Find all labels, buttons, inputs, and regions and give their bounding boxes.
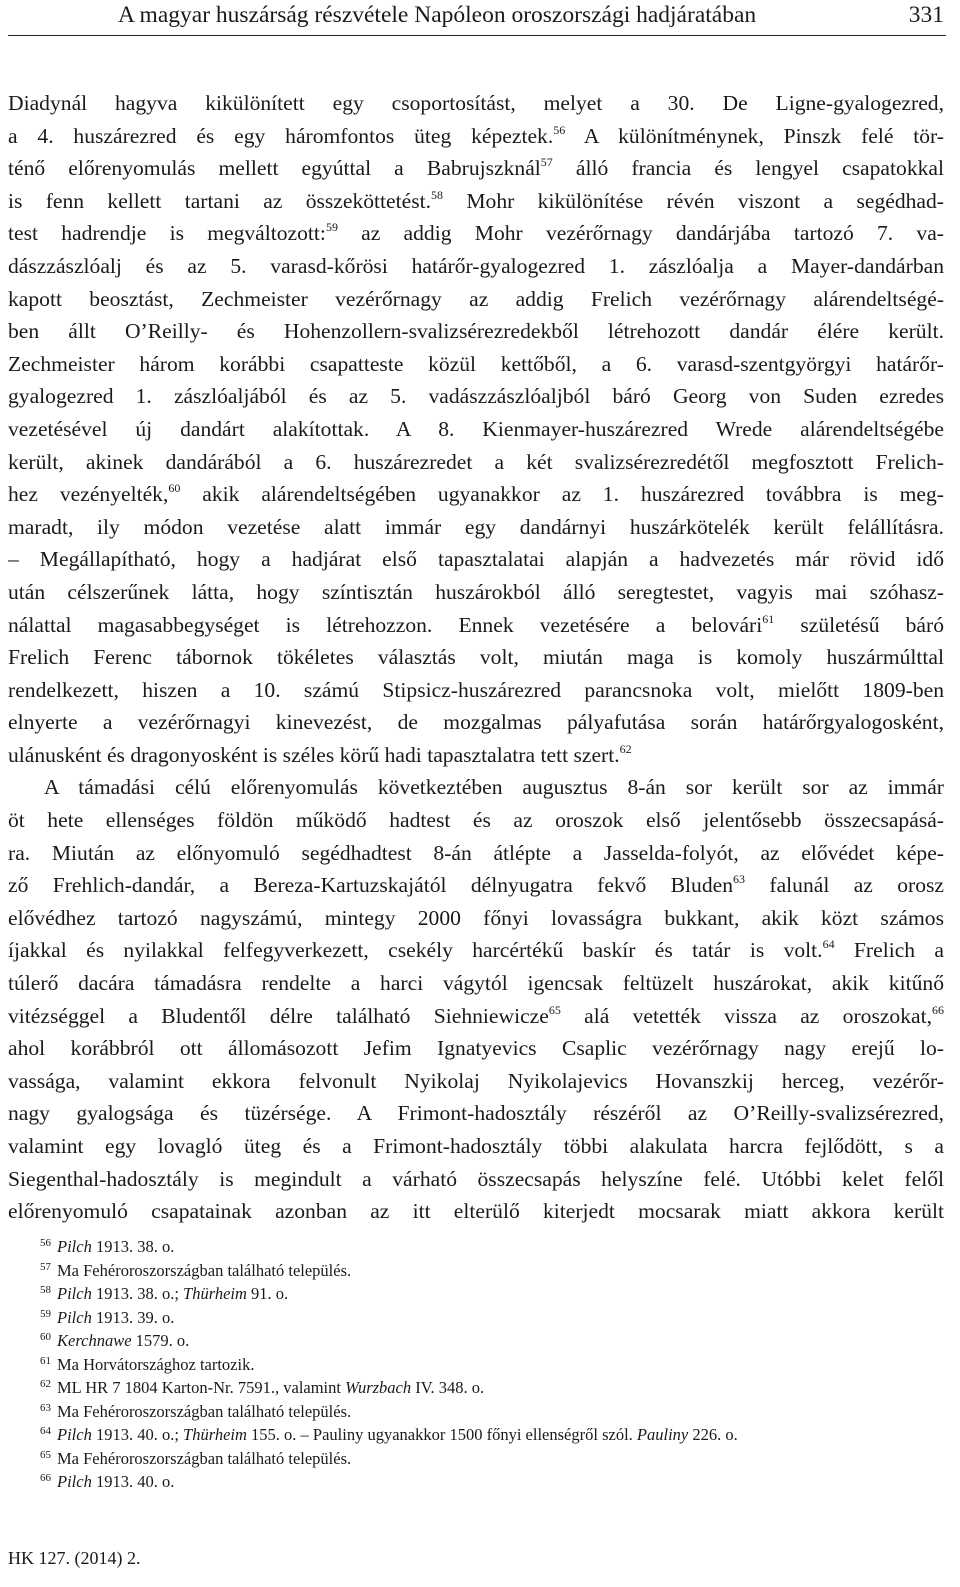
text-segment: után célszerűnek látta, hogy színtisztán huszárokból álló seregtestet, vagyis mai szóhasz- — [8, 579, 944, 604]
footnote-author: Pilch — [57, 1472, 92, 1491]
text-line — [8, 1195, 944, 1228]
footnote-text: IV. 348. o. — [411, 1378, 485, 1397]
text-line — [8, 576, 944, 609]
text-line — [8, 315, 944, 348]
text-line — [8, 609, 944, 642]
footnote-author: Kerchnawe — [57, 1331, 132, 1350]
text-line — [8, 674, 944, 707]
text-line — [8, 1097, 944, 1130]
text-segment: Mohr kikülönítése révén viszont a segédhad- — [443, 188, 944, 213]
text-line — [8, 1000, 944, 1033]
text-segment: gyalogezred 1. zászlóaljából és az 5. vadászzászlóaljból báró Georg von Suden ezredes — [8, 384, 944, 409]
footnote-author: Pilch — [57, 1284, 92, 1303]
footnote — [40, 1306, 940, 1330]
text-segment: túlerő dacára támadásra rendelte a harci vágytól igencsak feltüzelt huszárokat, akik kitűnő — [8, 971, 944, 996]
text-line — [8, 1032, 944, 1065]
footnote-author: Pilch — [57, 1425, 92, 1444]
footnote-author: Thürheim — [183, 1425, 247, 1444]
text-line — [8, 837, 944, 870]
text-line — [8, 446, 944, 479]
text-line — [8, 967, 944, 1000]
text-segment: íjakkal és nyilakkal felfegyverkezett, csekély harcértékű baskír és tatár is volt. — [8, 938, 823, 963]
text-segment: hez vezényelték, — [8, 482, 169, 507]
text-segment: Siegenthal-hadosztály is megindult a várható összecsapás helyszíne felé. Utóbbi kelet felől — [8, 1166, 944, 1191]
text-segment: A különítménynek, Pinszk felé tör- — [565, 123, 944, 148]
text-segment: születésű báró — [774, 612, 944, 637]
footnote-number: 64 — [40, 1425, 51, 1437]
text-line — [8, 511, 944, 544]
footnote — [40, 1470, 940, 1494]
footnote-text: Ma Fehéroroszországban található település. — [57, 1401, 352, 1421]
text-segment: is fenn kellett tartani az összeköttetést. — [8, 188, 432, 213]
text-segment: vezetésével új dandárt alakítottak. A 8. Kienmayer-huszárezred Wrede alárendeltségébe — [8, 416, 944, 441]
text-segment: vassága, valamint ekkora felvonult Nyikolaj Nyikolajevics Hovanszkij herceg, vezérőr- — [8, 1068, 944, 1093]
text-line — [8, 87, 944, 120]
text-segment: nálattal magasabbegységet is létrehozzon. Ennek vezetésére a belovári — [8, 612, 763, 637]
text-line — [8, 413, 944, 446]
text-line — [8, 934, 944, 967]
footnote-number: 66 — [40, 1472, 51, 1484]
text-segment: elővédhez tartozó nagyszámú, mintegy 2000 főnyi lovasságra bukkant, akik közt számos — [8, 905, 944, 930]
footnote-number: 59 — [40, 1307, 51, 1320]
text-segment: Frelich a — [834, 938, 944, 963]
footnote-ref[interactable]: 59 — [325, 220, 338, 235]
footnote-author: Wurzbach — [345, 1378, 412, 1397]
text-segment: Diadynál hagyva kikülönített egy csoportosítást, melyet a 30. De Ligne-gyalogezred, — [8, 91, 944, 115]
text-segment: Zechmeister három korábbi csapatteste közül kettőből, a 6. varasd-szentgyörgyi határőr- — [8, 351, 944, 376]
footnote-text: ML HR 7 1804 Karton-Nr. 7591., valamint — [57, 1378, 346, 1397]
text-segment: A támadási célú előrenyomulás következtében augusztus 8-án sor került sor az immár — [44, 775, 944, 800]
text-line — [8, 283, 944, 316]
text-segment: Frelich Ferenc tábornok tökéletes választás volt, miután maga is komoly huszármúlttal — [8, 645, 944, 670]
text-segment: nagy gyalogsága és tüzérsége. A Frimont-hadosztály részéről az O’Reilly-svalizsérezred, — [8, 1101, 944, 1126]
footnote-text: 91. o. — [246, 1284, 289, 1303]
footnote-author: Thürheim — [183, 1284, 247, 1303]
text-segment: vitézséggel a Bludentől délre található Siehniewicze — [8, 1003, 549, 1028]
footnote-text: Ma Fehéroroszországban található település. — [57, 1448, 352, 1468]
text-segment: ulánusként és dragonyosként is széles körű hadi tapasztalatra tett szert. — [8, 742, 620, 767]
footnote-text: 226. o. — [688, 1425, 738, 1444]
text-line — [8, 641, 944, 674]
footnote-text: 1913. 39. o. — [91, 1307, 175, 1327]
footnote-ref[interactable]: 56 — [553, 122, 566, 137]
footnote-ref[interactable]: 61 — [762, 611, 775, 626]
page-number: 331 — [908, 2, 944, 28]
text-segment: ben állt O’Reilly- és Hohenzollern-svalizsérezredekből létrehozott dandár élére került. — [8, 319, 944, 344]
text-line — [8, 250, 944, 283]
footnote-ref[interactable]: 57 — [540, 155, 553, 170]
text-line — [8, 217, 944, 250]
header-rule — [8, 35, 946, 36]
footnote-author: Pauliny — [636, 1425, 689, 1444]
footnote — [40, 1235, 940, 1259]
text-segment: öt hete ellenséges földön működő hadtest és az oroszok első jelentősebb összecsapásá- — [8, 808, 944, 833]
text-segment: az addig Mohr vezérőrnagy dandárjába tartozó 7. va- — [337, 221, 944, 246]
text-segment: falunál az orosz — [745, 873, 944, 898]
footnote — [40, 1423, 940, 1447]
text-segment: álló francia és lengyel csapatokkal — [552, 156, 944, 181]
footnote-text: 1913. 40. o. — [91, 1472, 175, 1491]
footnote — [40, 1282, 940, 1306]
body-text — [8, 87, 944, 1228]
text-line — [8, 771, 944, 804]
text-segment: ahol korábbról ott állomásozott Jefim Ignatyevics Csaplic vezérőrnagy nagy erejű lo- — [8, 1036, 944, 1061]
text-line — [8, 380, 944, 413]
footnote — [40, 1376, 940, 1400]
footnote-text: 1913. 40. o.; — [91, 1425, 184, 1444]
text-segment: valamint egy lovagló üteg és a Frimont-hadosztály többi alakulata harcra fejlődött, s a — [8, 1134, 944, 1158]
footnote-ref[interactable]: 60 — [168, 481, 181, 496]
footnote-number: 56 — [40, 1237, 51, 1249]
text-segment: ra. Miután az előnyomuló segédhadtest 8-án átlépte a Jasselda-folyót, az elővédet képe- — [8, 840, 944, 865]
text-segment: ténő előrenyomulás mellett egyúttal a Babrujszknál — [8, 156, 541, 181]
text-line — [8, 869, 944, 902]
footnote — [40, 1259, 940, 1283]
text-segment: kapott beosztást, Zechmeister vezérőrnagy az addig Frelich vezérőrnagy alárendeltségé- — [8, 286, 944, 311]
text-line — [8, 152, 944, 185]
text-line — [8, 804, 944, 837]
text-segment: alá vetették vissza az oroszokat, — [560, 1003, 933, 1028]
text-segment: akik alárendeltségében ugyanakkor az 1. huszárezred továbbra is meg- — [180, 482, 944, 507]
text-segment: maradt, ily módon vezetése alatt immár egy dandárnyi huszárkötelék került felállításra. — [8, 514, 944, 539]
footnote-number: 62 — [40, 1378, 51, 1390]
footnote-ref[interactable]: 62 — [619, 741, 632, 756]
footnote — [40, 1447, 940, 1471]
running-title: A magyar huszárság részvétele Napóleon oroszországi hadjáratában — [118, 2, 757, 28]
footnote-number: 58 — [40, 1284, 51, 1296]
text-line — [8, 706, 944, 739]
text-segment: került, akinek dandárából a 6. huszárezredet a két svalizsérezredétől megfosztott Frelich- — [8, 449, 944, 474]
text-line — [8, 1065, 944, 1098]
text-line — [8, 1163, 944, 1196]
footnote-ref[interactable]: 58 — [431, 187, 444, 202]
text-line — [8, 739, 944, 772]
footnote-number: 61 — [40, 1354, 51, 1367]
footnote-ref[interactable]: 64 — [822, 937, 835, 952]
text-segment: – Megállapítható, hogy a hadjárat első tapasztalatai alapján a hadvezetés már rövid idő — [8, 547, 944, 572]
footnote-number: 57 — [40, 1260, 51, 1273]
footnote — [40, 1353, 940, 1377]
footnote-author: Pilch — [57, 1307, 92, 1327]
footnote-number: 60 — [40, 1331, 51, 1343]
footnote-text: 1913. 38. o.; — [91, 1284, 184, 1303]
footnote — [40, 1329, 940, 1353]
text-line — [8, 543, 944, 576]
text-segment: elnyerte a vezérőrnagyi kinevezést, de mozgalmas pályafutása során határőrgyalogosként, — [8, 710, 944, 735]
text-segment: test hadrendje is megváltozott: — [8, 221, 326, 246]
text-segment: rendelkezett, hiszen a 10. számú Stipsicz-huszárezred parancsnoka volt, mielőtt 1809-ben — [8, 677, 944, 702]
text-segment: a 4. huszárezred és egy háromfontos üteg képeztek. — [8, 123, 554, 148]
text-segment: előrenyomuló csapatainak azonban az itt elterülő kiterjedt mocsarak miatt akkora került — [8, 1199, 944, 1224]
footnote-number: 65 — [40, 1448, 51, 1461]
text-line — [8, 185, 944, 218]
footnote-ref[interactable]: 66 — [932, 1002, 944, 1017]
footnote-ref[interactable]: 63 — [733, 872, 746, 887]
text-segment: dászzászlóalj és az 5. varasd-kőrösi határőr-gyalogezred 1. zászlóalja a Mayer-dandárban — [8, 253, 944, 278]
text-line — [8, 902, 944, 935]
footnote-text: 155. o. – Pauliny ugyanakkor 1500 főnyi ellenségről szól. — [246, 1425, 637, 1444]
text-segment: ző Frehlich-dandár, a Bereza-Kartuzskajától délnyugatra fekvő Bluden — [8, 873, 734, 898]
journal-citation: HK 127. (2014) 2. — [8, 1548, 141, 1568]
footnote-author: Pilch — [57, 1237, 92, 1256]
running-header — [0, 0, 960, 34]
text-line — [8, 120, 944, 153]
footnote-text: 1579. o. — [131, 1331, 190, 1350]
footnote-text: Ma Horvátországhoz tartozik. — [57, 1354, 255, 1374]
footnote — [40, 1400, 940, 1424]
text-line — [8, 1130, 944, 1163]
footnote-text: Ma Fehéroroszországban található település. — [57, 1260, 352, 1280]
footnote-number: 63 — [40, 1401, 51, 1414]
footnotes — [40, 1235, 940, 1494]
text-line — [8, 348, 944, 381]
footnote-text: 1913. 38. o. — [91, 1237, 175, 1256]
footnote-ref[interactable]: 65 — [548, 1002, 561, 1017]
text-line — [8, 478, 944, 511]
